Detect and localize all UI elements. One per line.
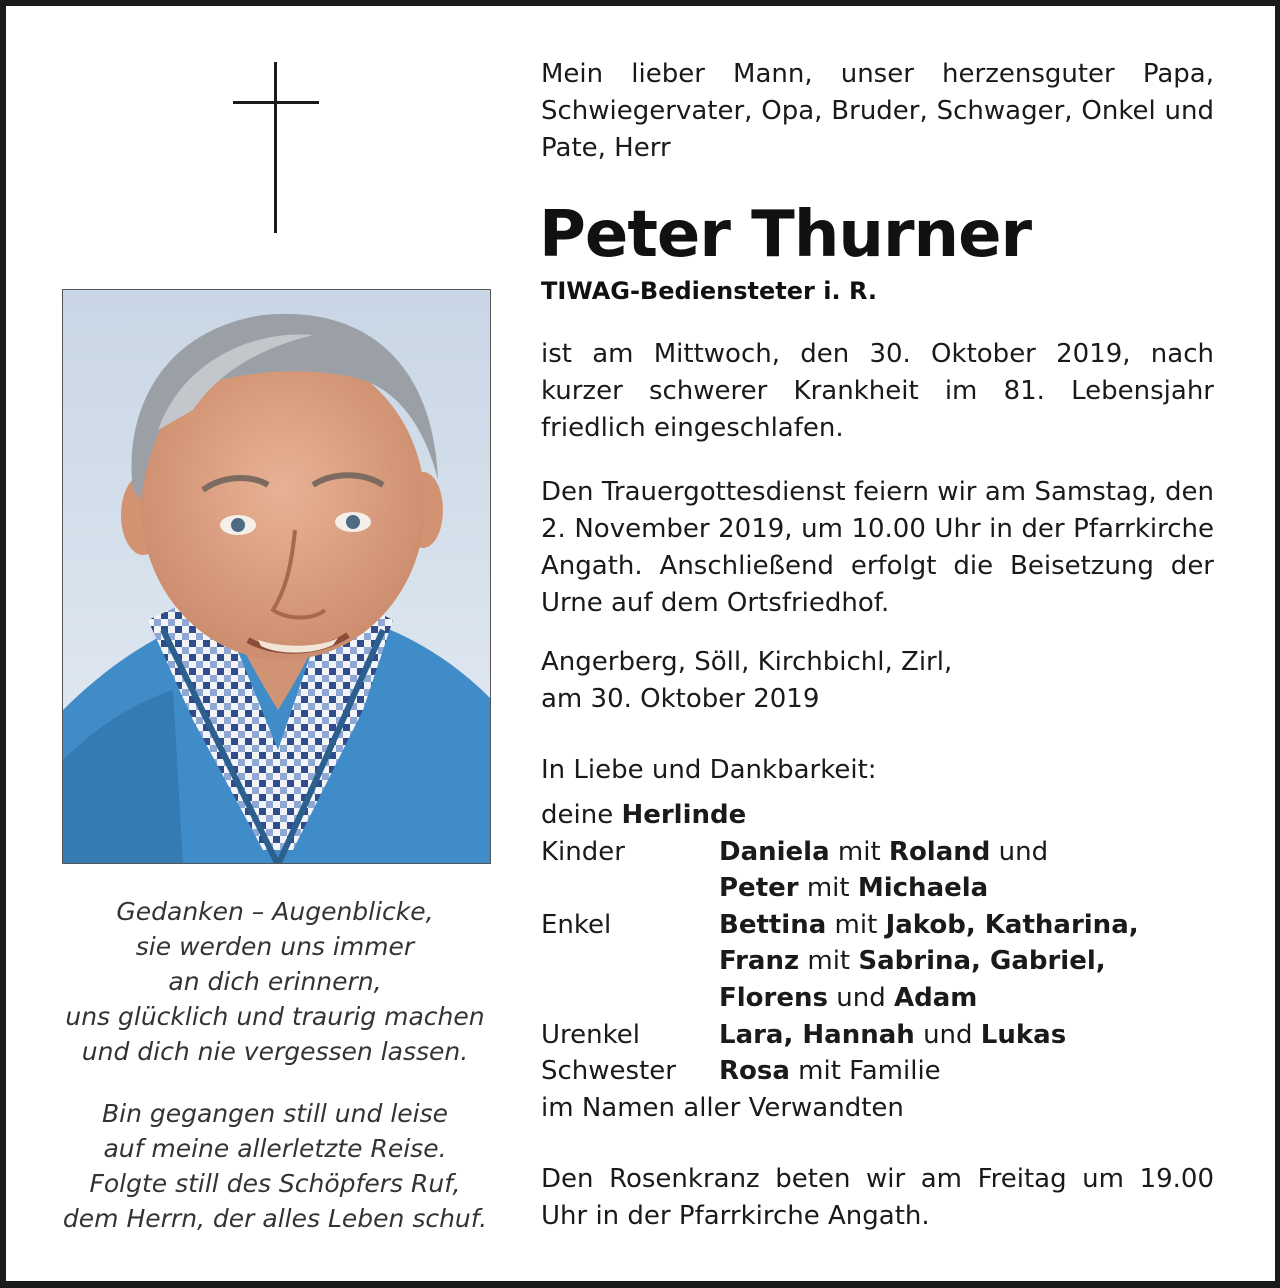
family-label-urenkel: Urenkel — [541, 1019, 640, 1050]
deceased-role: TIWAG-Bediensteter i. R. — [541, 277, 877, 305]
poem-line: uns glücklich und traurig machen — [65, 1002, 485, 1031]
place-date — [541, 644, 1214, 718]
family-name: Bettina — [719, 909, 827, 940]
cross-icon — [274, 62, 277, 233]
family-label-kinder: Kinder — [541, 836, 625, 867]
cross-icon-bar — [233, 101, 319, 104]
poem-line: Bin gegangen still und leise — [101, 1099, 448, 1128]
family-label-schwester: Schwester — [541, 1056, 676, 1087]
thanks-line: In Liebe und Dankbarkeit: — [541, 755, 877, 785]
wife-name: Herlinde — [621, 800, 747, 830]
family-list — [541, 797, 1214, 1126]
family-row-kinder — [541, 834, 1214, 871]
date-line: am 30. Oktober 2019 — [541, 684, 820, 714]
family-row-enkel — [541, 907, 1214, 944]
poem-first — [30, 894, 520, 1069]
family-row-urenkel — [541, 1017, 1214, 1054]
death-notice: ist am Mittwoch, den 30. Oktober 2019, nach kurzer schwerer Krankheit im 81. Lebensjahr friedlich eingeschlafen. — [541, 339, 1214, 443]
poem-line: und dich nie vergessen lassen. — [81, 1037, 469, 1066]
family-name: Lara, Hannah — [719, 1019, 915, 1050]
family-name: Rosa — [719, 1056, 790, 1087]
relatives-line: im Namen aller Verwandten — [541, 1092, 904, 1123]
family-row-kinder-2 — [541, 870, 1214, 907]
poem-line: dem Herrn, der alles Leben schuf. — [62, 1204, 488, 1233]
poem-line: sie werden uns immer — [135, 932, 415, 961]
family-row-enkel-2 — [541, 943, 1214, 980]
poem-line: Folgte still des Schöpfers Ruf, — [89, 1169, 461, 1198]
funeral-notice: Den Trauergottesdienst feiern wir am Samstag, den 2. November 2019, um 10.00 Uhr in der Pfarrkirche Angath. Anschließend erfolgt die Beisetzung der Urne auf dem Ortsfriedhof. — [541, 477, 1214, 618]
wife-prefix: deine — [541, 800, 614, 830]
poem-line: auf meine allerletzte Reise. — [103, 1134, 447, 1163]
intro-text: Mein lieber Mann, unser herzensguter Papa, Schwiegervater, Opa, Bruder, Schwager, Onkel und Pate, Herr — [541, 59, 1214, 163]
connector: und — [998, 836, 1049, 867]
poem-line: an dich erinnern, — [168, 967, 382, 996]
family-name: Roland — [888, 836, 991, 867]
family-name: Sabrina, Gabriel, — [858, 946, 1106, 977]
connector: mit — [834, 909, 878, 940]
connector: mit — [807, 946, 851, 977]
connector: mit Familie — [798, 1056, 941, 1087]
family-name: Lukas — [980, 1019, 1067, 1050]
poem-line: Gedanken – Augenblicke, — [116, 897, 434, 926]
poem-second — [30, 1096, 520, 1236]
family-label-enkel: Enkel — [541, 909, 612, 940]
family-name: Jakob, Katharina, — [885, 909, 1139, 940]
family-row-wife — [541, 797, 1214, 834]
rosary-notice: Den Rosenkranz beten wir am Freitag um 19.00 Uhr in der Pfarrkirche Angath. — [541, 1164, 1214, 1231]
family-row-relatives — [541, 1090, 1214, 1127]
portrait-photo — [62, 289, 491, 864]
family-name: Florens — [719, 982, 828, 1013]
family-name: Adam — [893, 982, 978, 1013]
deceased-name: Peter Thurner — [539, 198, 1032, 272]
family-name: Michaela — [857, 873, 989, 904]
family-row-enkel-3 — [541, 980, 1214, 1017]
family-name: Peter — [719, 873, 799, 904]
connector: und — [836, 982, 886, 1013]
family-row-schwester — [541, 1053, 1214, 1090]
family-name: Daniela — [719, 836, 830, 867]
connector: mit — [837, 836, 881, 867]
family-name: Franz — [719, 946, 800, 977]
place-line: Angerberg, Söll, Kirchbichl, Zirl, — [541, 647, 953, 677]
connector: und — [923, 1019, 973, 1050]
connector: mit — [806, 873, 850, 904]
